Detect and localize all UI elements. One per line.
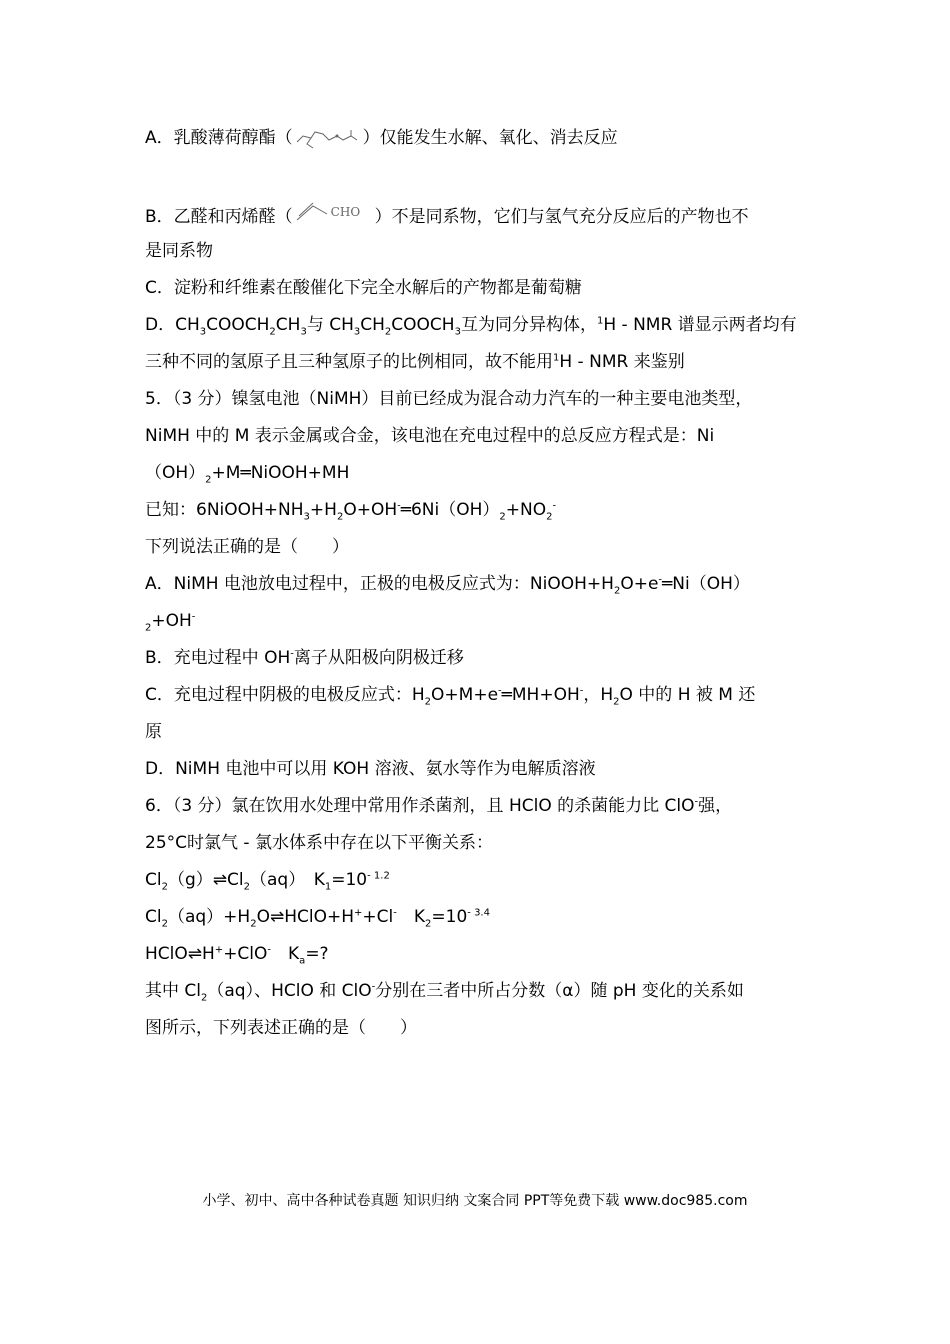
footer-text: 小学、初中、高中各种试卷真题 知识归纳 文案合同 PPT等免费下载 www.doc985.com: [202, 1193, 748, 1209]
q6-stem-line2: 25°C时氯气 - 氯水体系中存在以下平衡关系：: [145, 833, 493, 853]
q6-equilibrium-1: $Cl_2(g)\rightleftharpoons Cl_2(aq)$ $K_1=10^{- 1.2}$: [145, 870, 390, 893]
q5-option-c-cont: 原: [145, 722, 162, 742]
q6-equilibrium-2: $Cl_2(aq)+H_2O\rightleftharpoons HClO+H^++Cl^-$ $K_2=10^{- 3.4}$: [145, 907, 490, 930]
q6-stem-line1: 6．（3 分）氯在饮用水处理中常用作杀菌剂，且 HClO 的杀菌能力比 ClO-强，: [145, 796, 733, 816]
q4-option-b-cont: 是同系物: [145, 241, 213, 261]
q6-line5: 图所示，下列表述正确的是（ ）: [145, 1018, 417, 1038]
q5-ask: 下列说法正确的是（ ）: [145, 537, 349, 557]
q5-stem-line2: NiMH 中的 M 表示金属或合金，该电池在充电过程中的总反应方程式是：Ni: [145, 426, 715, 446]
q4-option-b: B．乙醛和丙烯醛（ CHO ）不是同系物，它们与氢气充分反应后的产物也不: [145, 194, 749, 234]
q5-option-a-cont: $_2$+OH-: [145, 611, 196, 634]
q6-line4: 其中 $Cl_2(aq)$、HClO 和 ClO-分别在三者中所占分数（α）随 pH 变化的关系如: [145, 981, 744, 1004]
q5-option-c: C．充电过程中阴极的电极反应式：$H_2O+M+e^-═MH+OH^-$，$H_2O$ 中的 H 被 M 还: [145, 685, 756, 708]
q5-stem-line3: $(OH)_2+M═NiOOH+MH$: [145, 463, 350, 486]
q5-option-b: B．充电过程中 OH-离子从阳极向阴极迁移: [145, 648, 464, 668]
q4-option-d: D．$CH_3COOCH_2CH_3$与 $CH_3CH_2COOCH_3$互为同分异构体，$^1$H - NMR 谱显示两者均有: [145, 315, 797, 338]
q4-option-d-cont: 三种不同的氢原子且三种氢原子的比例相同，故不能用$^1$H - NMR 来鉴别: [145, 352, 685, 372]
q5-stem-line1: 5．（3 分）镍氢电池（NiMH）目前已经成为混合动力汽车的一种主要电池类型，: [145, 389, 753, 409]
q4-option-c: C．淀粉和纤维素在酸催化下完全水解后的产物都是葡萄糖: [145, 278, 582, 298]
q5-known: 已知：$6NiOOH+NH_3+H_2O+OH^-═6Ni(OH)_2+NO_2^-$: [145, 500, 557, 523]
q5-option-d: D．NiMH 电池中可以用 KOH 溶液、氨水等作为电解质溶液: [145, 759, 596, 779]
menthyl-lactate-structure: [293, 126, 363, 150]
acrolein-structure: CHO: [293, 194, 375, 234]
q6-equilibrium-3: HClO⇌H++ClO- $K_a=$?: [145, 944, 329, 967]
q4-option-a: A．乳酸薄荷醇酯（ ）仅能发生水解、氧化、消去反应: [145, 128, 618, 148]
q5-option-a: A．NiMH 电池放电过程中，正极的电极反应式为：$NiOOH+H_2O+e^-═Ni(OH)$: [145, 574, 750, 597]
